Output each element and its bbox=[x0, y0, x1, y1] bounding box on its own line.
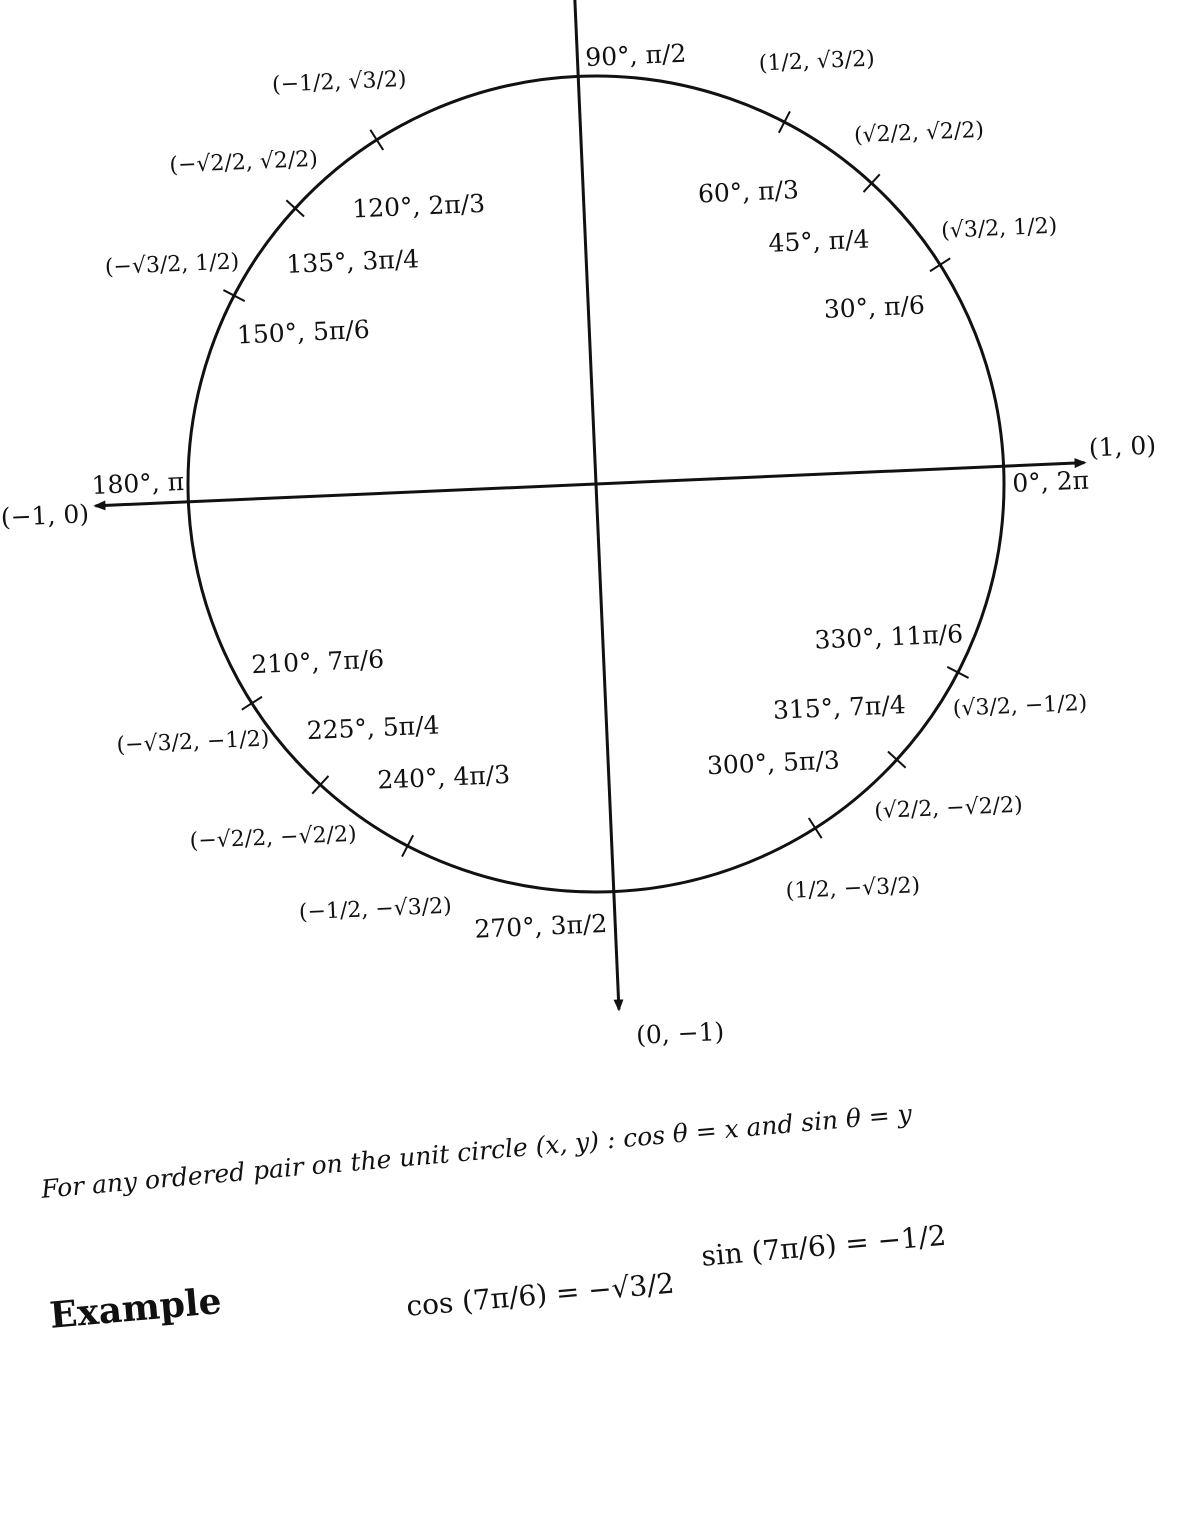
angle-label-180: 180°, π bbox=[90, 466, 185, 500]
angle-label-210: 210°, 7π/6 bbox=[250, 644, 385, 680]
tick-120 bbox=[370, 129, 383, 150]
endpoint-right-label: (1, 0) bbox=[1088, 430, 1157, 463]
coordinate-label-150: (−√3/2, 1/2) bbox=[104, 249, 240, 281]
coordinate-label-300: (1/2, −√3/2) bbox=[785, 873, 921, 905]
coordinate-label-120: (−1/2, √3/2) bbox=[271, 66, 407, 98]
angle-label-30: 30°, π/6 bbox=[823, 290, 926, 324]
coordinate-label-30: (√3/2, 1/2) bbox=[940, 213, 1058, 244]
angle-label-225: 225°, 5π/4 bbox=[306, 710, 441, 746]
angle-label-120: 120°, 2π/3 bbox=[351, 188, 486, 224]
tick-330 bbox=[947, 666, 968, 679]
example-heading: Example bbox=[48, 1280, 224, 1337]
coordinate-label-240: (−1/2, −√3/2) bbox=[298, 893, 453, 926]
angle-label-300: 300°, 5π/3 bbox=[706, 745, 841, 781]
coordinate-label-45: (√2/2, √2/2) bbox=[853, 117, 985, 149]
coordinate-label-330: (√3/2, −1/2) bbox=[952, 690, 1088, 722]
tick-210 bbox=[241, 697, 262, 710]
example-sin-equation: sin (7π/6) = −1/2 bbox=[700, 1218, 948, 1273]
coordinate-label-225: (−√2/2, −√2/2) bbox=[189, 821, 358, 855]
coordinate-label-60: (1/2, √3/2) bbox=[758, 46, 876, 77]
angle-label-315: 315°, 7π/4 bbox=[772, 690, 907, 725]
tick-240 bbox=[401, 835, 414, 856]
y-axis bbox=[574, 0, 596, 484]
tick-30 bbox=[929, 258, 950, 271]
angle-label-240: 240°, 4π/3 bbox=[376, 759, 511, 795]
tick-300 bbox=[809, 817, 822, 838]
angle-label-270: 270°, 3π/2 bbox=[473, 908, 608, 944]
unit-circle-statement: For any ordered pair on the unit circle (x, y) : cos θ = x and sin θ = y bbox=[40, 1098, 913, 1204]
endpoint-bottom-label: (0, −1) bbox=[635, 1016, 725, 1050]
angle-label-45: 45°, π/4 bbox=[767, 224, 871, 258]
coordinate-label-135: (−√2/2, √2/2) bbox=[168, 146, 319, 179]
angle-label-150: 150°, 5π/6 bbox=[236, 314, 371, 350]
example-cos-equation: cos (7π/6) = −√3/2 bbox=[405, 1266, 676, 1323]
endpoint-left-label: (−1, 0) bbox=[0, 499, 90, 532]
angle-label-330: 330°, 11π/6 bbox=[813, 619, 964, 655]
angle-label-60: 60°, π/3 bbox=[697, 175, 800, 209]
coordinate-label-210: (−√3/2, −1/2) bbox=[116, 726, 270, 759]
tick-60 bbox=[778, 111, 791, 132]
coordinate-label-315: (√2/2, −√2/2) bbox=[873, 792, 1024, 825]
angle-label-135: 135°, 3π/4 bbox=[285, 244, 420, 279]
angle-label-0: 0°, 2π bbox=[1011, 465, 1090, 498]
angle-label-90: 90°, π/2 bbox=[584, 38, 687, 73]
tick-150 bbox=[223, 289, 244, 302]
